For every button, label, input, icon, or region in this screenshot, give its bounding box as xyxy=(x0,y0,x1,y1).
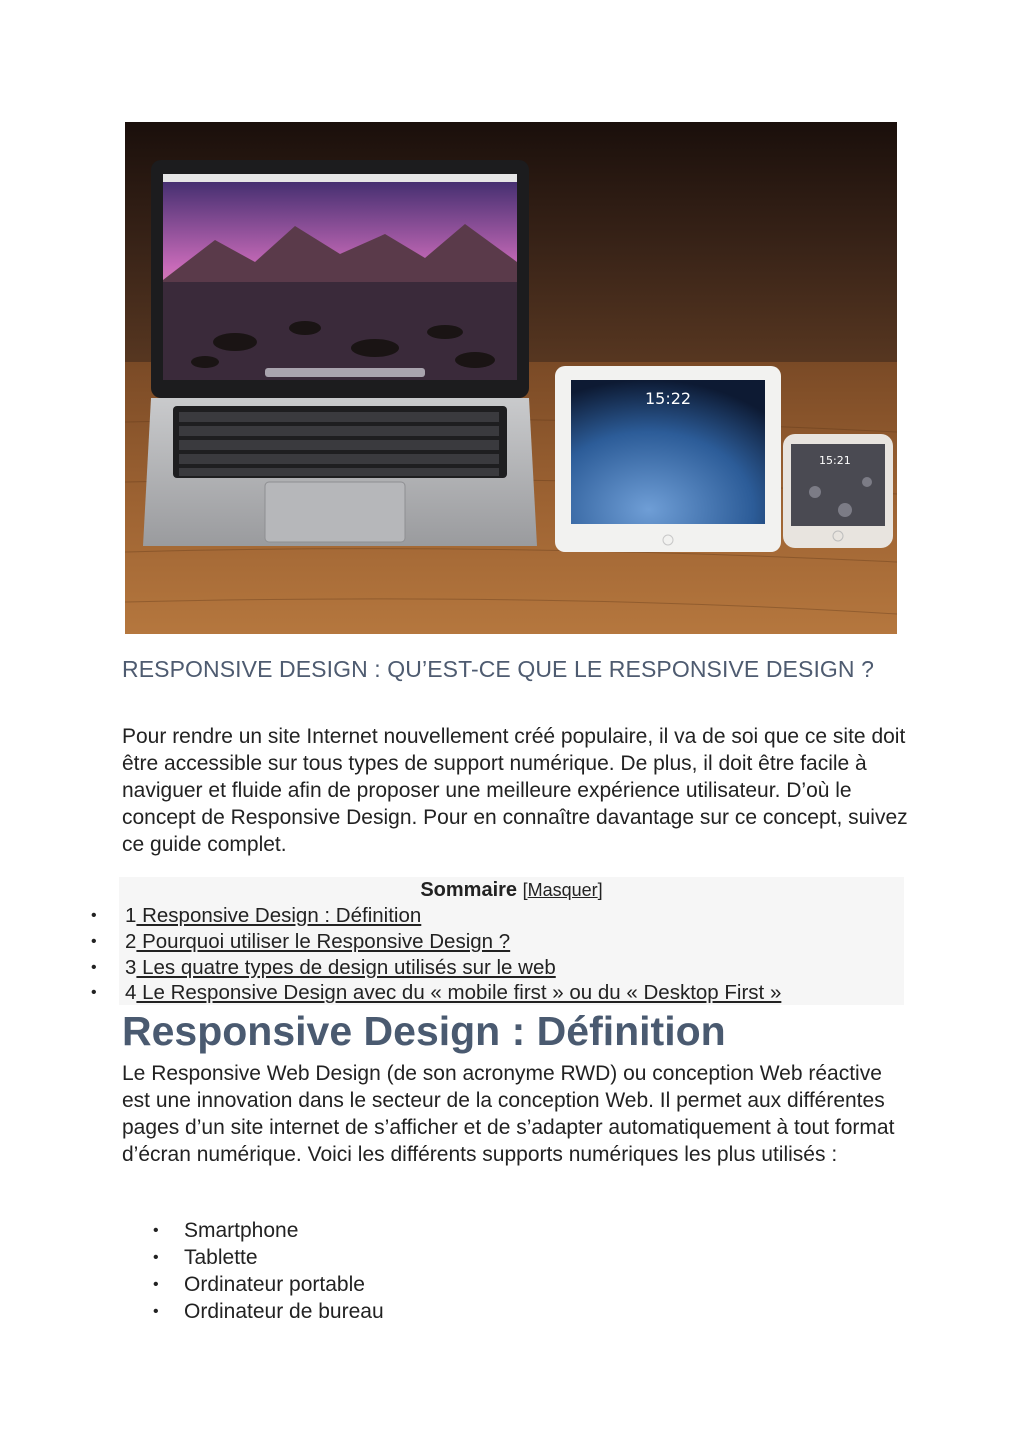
list-bullet: • xyxy=(153,1276,159,1293)
list-item-text: Ordinateur de bureau xyxy=(184,1300,384,1323)
toc-item-number: 3 xyxy=(125,955,137,979)
phone-clock: 15:21 xyxy=(819,454,851,467)
list-bullet: • xyxy=(153,1303,159,1320)
toc-link-types[interactable]: Les quatre types de design utilisés sur le web xyxy=(136,955,556,979)
toc-item xyxy=(91,980,782,1006)
toc-toggle-bracket-close: ] xyxy=(597,880,603,900)
toc-bullet: • xyxy=(91,958,97,976)
toc-bullet: • xyxy=(91,984,97,1002)
list-item-text: Ordinateur portable xyxy=(184,1273,365,1296)
list-item xyxy=(153,1271,384,1298)
toc-item xyxy=(91,929,781,955)
toc-list xyxy=(91,903,782,1006)
toc-item xyxy=(91,903,781,929)
toc-item-number: 1 xyxy=(125,904,137,927)
list-item xyxy=(153,1217,384,1244)
supports-list xyxy=(153,1217,384,1325)
section-heading: Responsive Design : Définition xyxy=(122,1008,726,1054)
page-subtitle: RESPONSIVE DESIGN : QU’EST-CE QUE LE RESPONSIVE DESIGN ? xyxy=(122,656,875,682)
intro-paragraph: Pour rendre un site Internet nouvellement créé populaire, il va de soi que ce site doit être accessible sur tous types de support numérique. De plus, il doit être facile à naviguer et fluide afin de proposer une meilleure expérience utilisateur. D’où le concept de Responsive Design. Pour en connaître davantage sur ce concept, suivez ce guide complet. xyxy=(122,725,908,856)
toc-bullet: • xyxy=(91,932,97,950)
tablet-clock: 15:22 xyxy=(645,389,692,408)
toc-link-why[interactable]: Pourquoi utiliser le Responsive Design ? xyxy=(136,929,511,953)
toc-title: Sommaire xyxy=(420,879,518,901)
toc-item xyxy=(91,955,781,981)
toc-item-number: 2 xyxy=(125,929,137,953)
list-bullet: • xyxy=(153,1222,159,1239)
list-item xyxy=(153,1244,384,1271)
toc-header xyxy=(119,877,904,903)
section-paragraph: Le Responsive Web Design (de son acronyme RWD) ou conception Web réactive est une innovation dans le secteur de la conception Web. Il permet aux différentes pages d’un site internet de s’afficher et de s’adapter automatiquement à tout format d’écran numérique. Voici les différents supports numériques les plus utilisés : xyxy=(122,1062,895,1166)
hero-image xyxy=(125,122,897,634)
toc-link-definition[interactable]: Responsive Design : Définition xyxy=(136,904,422,927)
list-item-text: Smartphone xyxy=(184,1219,299,1242)
list-bullet: • xyxy=(153,1249,159,1266)
toc-toggle-bracket-open: [ xyxy=(522,880,528,900)
toc-link-mobile-first[interactable]: Le Responsive Design avec du « mobile first » ou du « Desktop First » xyxy=(136,981,782,1005)
toc-item-number: 4 xyxy=(125,981,137,1005)
list-item xyxy=(153,1298,384,1325)
toc-toggle-link[interactable]: Masquer xyxy=(527,880,598,900)
list-item-text: Tablette xyxy=(184,1246,258,1269)
devices-photo xyxy=(125,122,897,634)
table-of-contents xyxy=(91,877,904,1005)
toc-bullet: • xyxy=(91,907,97,924)
